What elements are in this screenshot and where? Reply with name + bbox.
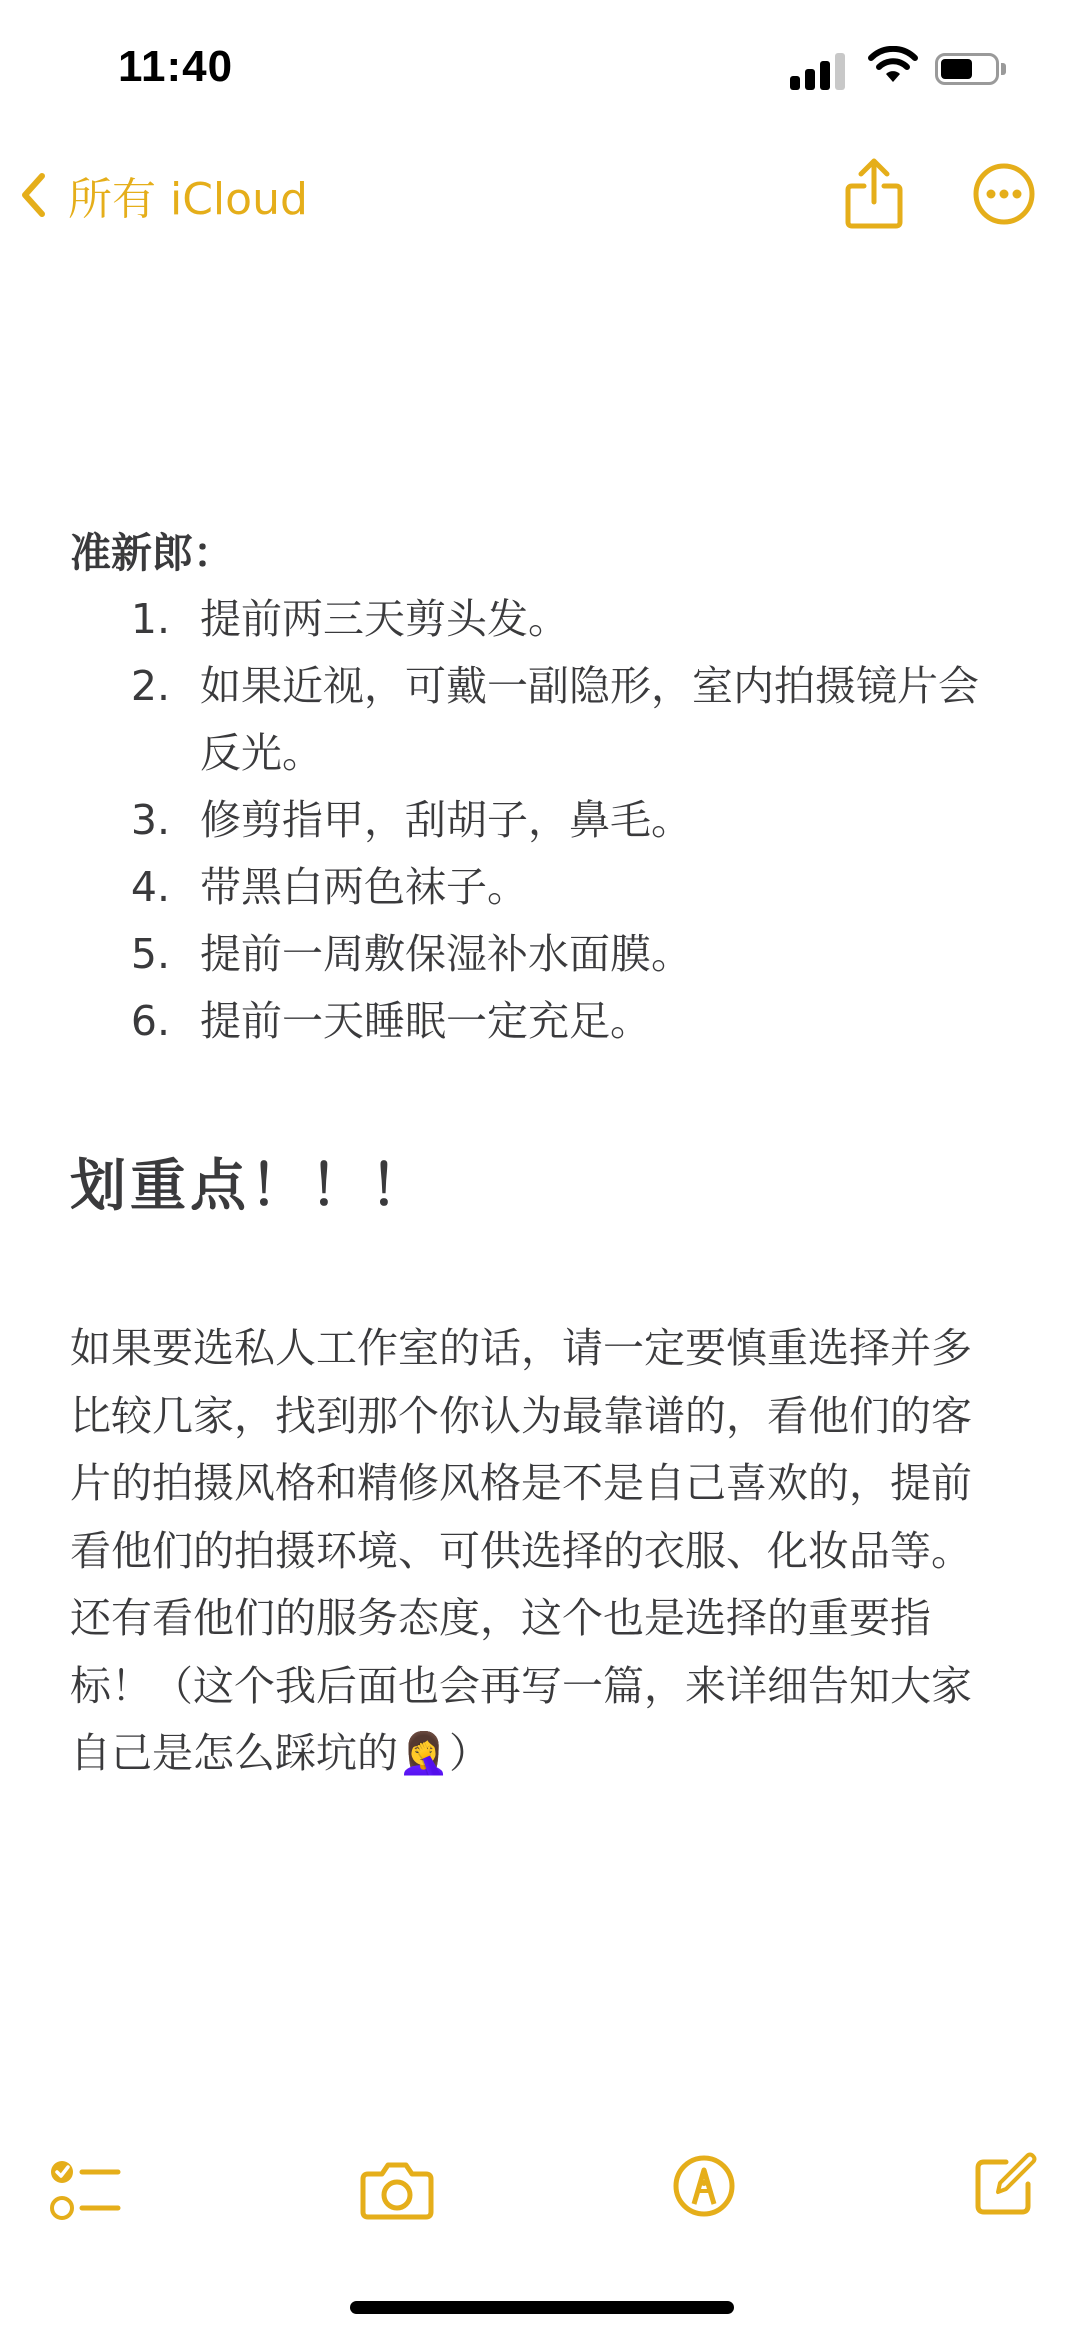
ellipsis-circle-icon[interactable] bbox=[972, 162, 1036, 226]
checklist-item bbox=[70, 921, 1010, 988]
camera-icon[interactable] bbox=[360, 2160, 434, 2220]
chevron-left-icon bbox=[20, 172, 46, 218]
compose-icon[interactable] bbox=[972, 2152, 1038, 2218]
checklist-item-text: 修剪指甲，刮胡子，鼻毛。 bbox=[200, 796, 692, 844]
home-indicator[interactable] bbox=[350, 2301, 734, 2314]
checklist-item-number: 2. bbox=[130, 662, 170, 710]
checklist-item-number: 1. bbox=[130, 595, 170, 643]
checklist-item bbox=[70, 787, 1010, 854]
markup-pen-icon[interactable] bbox=[672, 2154, 736, 2218]
share-icon[interactable] bbox=[842, 156, 906, 230]
status-bar bbox=[0, 0, 1080, 140]
checklist-item-number: 5. bbox=[130, 930, 170, 978]
checklist-item-text: 如果近视，可戴一副隐形，室内拍摄镜片会反光。 bbox=[200, 662, 979, 777]
key-points-heading: 划重点！！！ bbox=[70, 1154, 430, 1219]
checklist-item-number: 4. bbox=[130, 863, 170, 911]
back-button-label: 所有 iCloud bbox=[68, 174, 308, 225]
checklist-item bbox=[70, 586, 1010, 653]
checklist-item bbox=[70, 653, 1010, 787]
checklist-item-number: 3. bbox=[130, 796, 170, 844]
bottom-toolbar bbox=[0, 2140, 1080, 2260]
groom-heading: 准新郎： bbox=[70, 529, 234, 577]
checklist-item-text: 提前两三天剪头发。 bbox=[200, 595, 569, 643]
checklist-item-text: 提前一天睡眠一定充足。 bbox=[200, 997, 651, 1045]
wifi-icon bbox=[867, 46, 919, 86]
nav-bar bbox=[0, 150, 1080, 240]
checklist bbox=[70, 586, 1010, 1055]
cellular-signal-icon bbox=[790, 50, 850, 90]
battery-icon bbox=[935, 53, 1007, 87]
status-time: 11:40 bbox=[118, 42, 234, 91]
checklist-icon[interactable] bbox=[50, 2158, 122, 2224]
checklist-item-number: 6. bbox=[130, 997, 170, 1045]
note-paragraph: 如果要选私人工作室的话，请一定要慎重选择并多比较几家，找到那个你认为最靠谱的，看他们的客片的拍摄风格和精修风格是不是自己喜欢的，提前看他们的拍摄环境、可供选择的衣服、化妆品等。还有看他们的服务态度，这个也是选择的重要指标！（这个我后面也会再写一篇，来详细告知大家自己是怎么踩坑的🤦‍♀️） bbox=[70, 1324, 972, 1777]
checklist-item bbox=[70, 854, 1010, 921]
checklist-item-text: 带黑白两色袜子。 bbox=[200, 863, 528, 911]
back-button[interactable] bbox=[20, 160, 308, 230]
checklist-item-text: 提前一周敷保湿补水面膜。 bbox=[200, 930, 692, 978]
checklist-item bbox=[70, 988, 1010, 1055]
note-body[interactable] bbox=[70, 520, 1010, 1788]
